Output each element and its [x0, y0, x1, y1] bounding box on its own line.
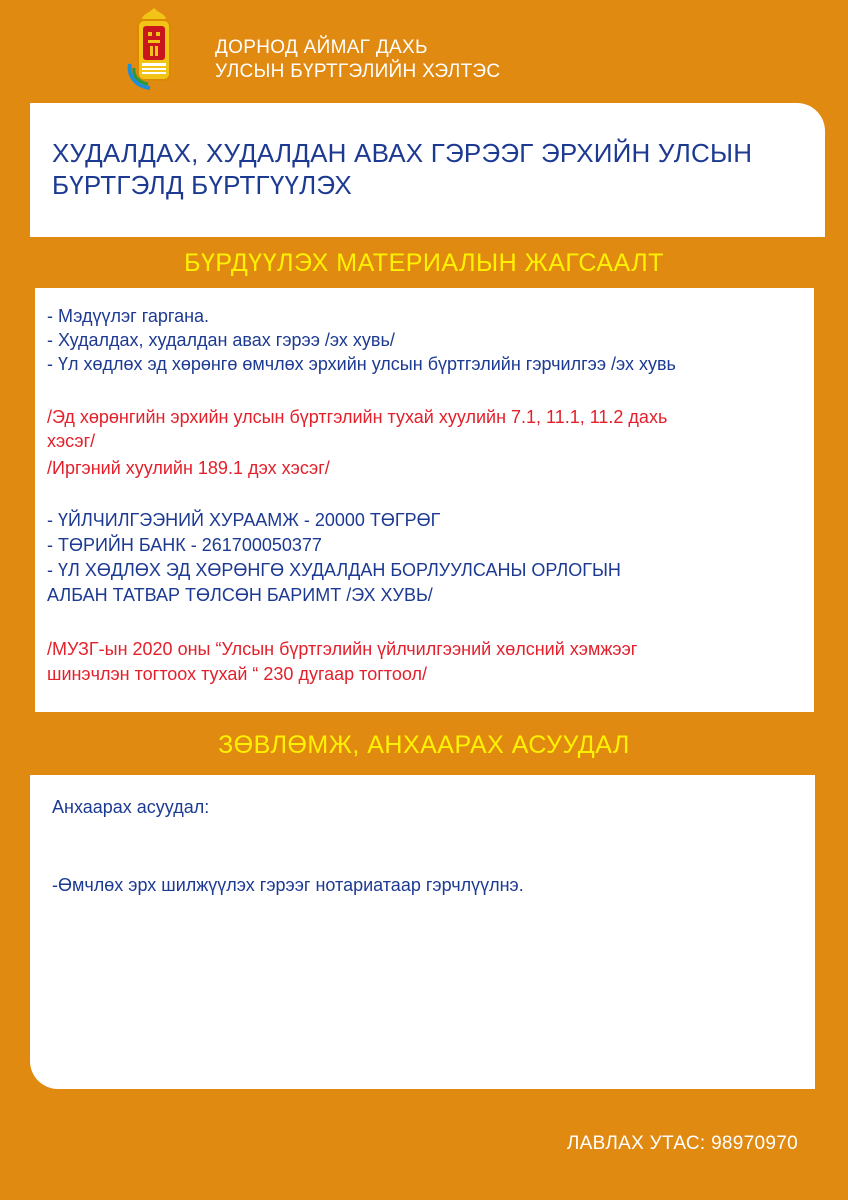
law-reference: /Эд хөрөнгийн эрхийн улсын бүртгэлийн тухай хуулийн 7.1, 11.1, 11.2 дахь [47, 407, 668, 427]
advice-label: Анхаарах асуудал: [52, 797, 210, 817]
service-fee: - ҮЙЛЧИЛГЭЭНИЙ ХУРААМЖ - 20000 ТӨГРӨГ [47, 510, 441, 530]
page-title-line2: БҮРТГЭЛД БҮРТГҮҮЛЭХ [52, 170, 352, 200]
resolution-reference: /МУЗГ-ын 2020 оны “Улсын бүртгэлийн үйлчилгээний хөлсний хэмжээг [47, 639, 638, 659]
materials-heading: БҮРДҮҮЛЭХ МАТЕРИАЛЫН ЖАГСААЛТ [184, 249, 664, 277]
page-title-line1: ХУДАЛДАХ, ХУДАЛДАН АВАХ ГЭРЭЭГ ЭРХИЙН УЛСЫН [52, 138, 753, 168]
organization-name [215, 36, 500, 84]
org-name-line2: УЛСЫН БҮРТГЭЛИЙН ХЭЛТЭС [215, 61, 501, 82]
agency-logo [124, 6, 184, 92]
tax-receipt: АЛБАН ТАТВАР ТӨЛСӨН БАРИМТ /ЭХ ХУВЬ/ [47, 585, 433, 605]
law-reference: хэсэг/ [47, 431, 96, 451]
reference-phone: ЛАВЛАХ УТАС: 98970970 [566, 1133, 798, 1154]
advice-card [30, 775, 815, 1089]
material-item: - Худалдах, худалдан авах гэрээ /эх хувь/ [47, 330, 395, 350]
advice-note: -Өмчлөх эрх шилжүүлэх гэрээг нотариатаар гэрчлүүлнэ. [52, 875, 524, 895]
bank-account: - ТӨРИЙН БАНК - 261700050377 [47, 535, 322, 555]
page-title [52, 137, 752, 201]
resolution-reference: шинэчлэн тогтоох тухай “ 230 дугаар тогтоол/ [47, 664, 427, 684]
org-name-line1: ДОРНОД АЙМАГ ДАХЬ [215, 37, 428, 58]
material-item: - Мэдүүлэг гаргана. [47, 306, 210, 326]
tax-receipt: - ҮЛ ХӨДЛӨХ ЭД ХӨРӨНГӨ ХУДАЛДАН БОРЛУУЛСАНЫ ОРЛОГЫН [47, 560, 621, 580]
title-card [30, 103, 825, 237]
material-item: - Үл хөдлөх эд хөрөнгө өмчлөх эрхийн улсын бүртгэлийн гэрчилгээ /эх хувь [47, 354, 676, 374]
materials-card [35, 288, 814, 712]
law-reference: /Иргэний хуулийн 189.1 дэх хэсэг/ [47, 458, 330, 478]
advice-heading: ЗӨВЛӨМЖ, АНХААРАХ АСУУДАЛ [218, 731, 630, 759]
